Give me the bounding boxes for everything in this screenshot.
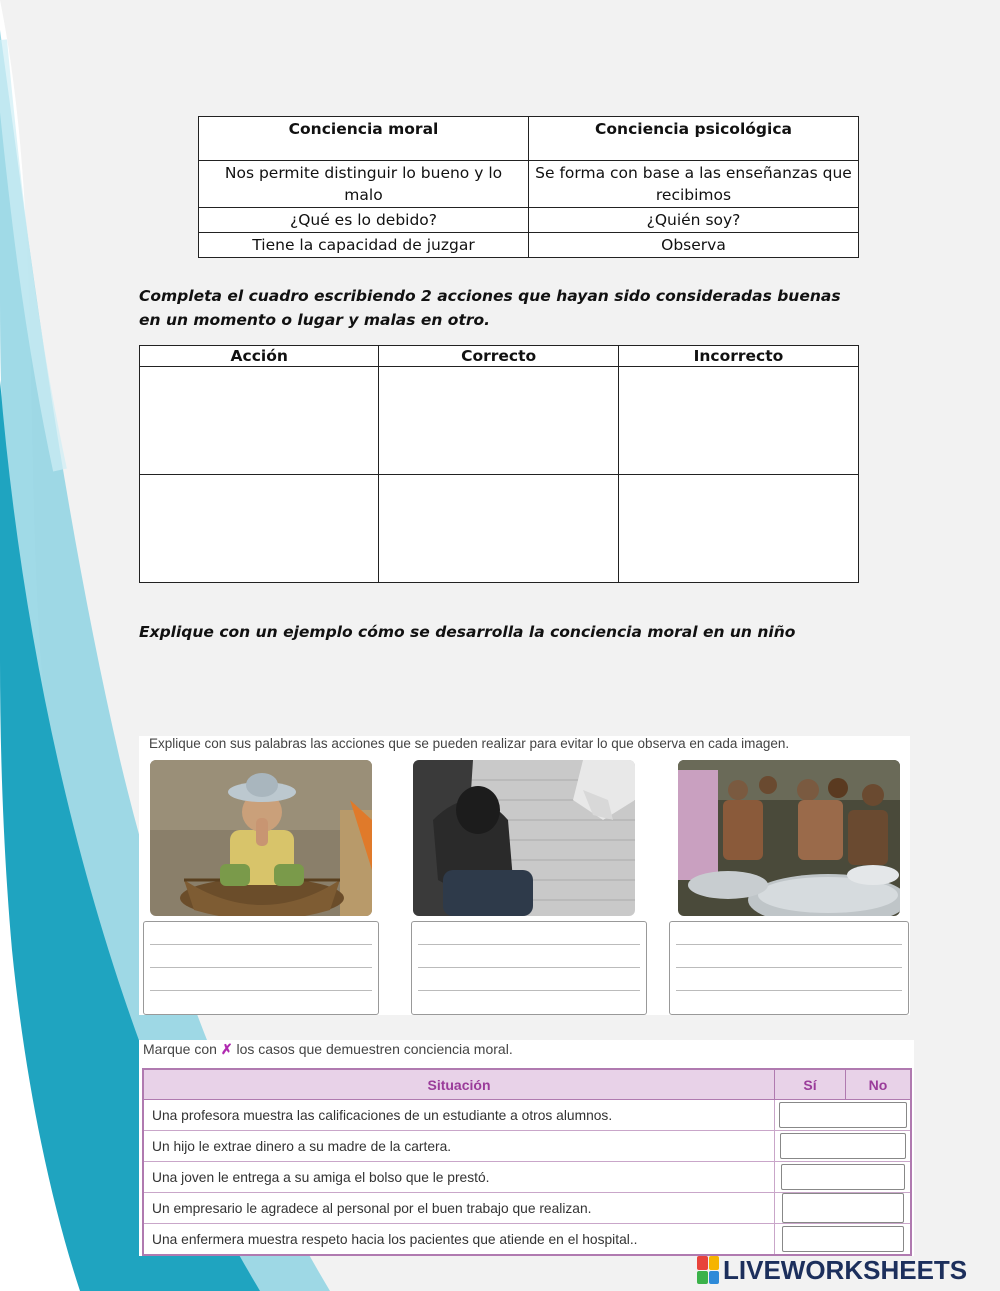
concepts-table xyxy=(198,116,859,258)
answer-box-3[interactable] xyxy=(669,921,909,1015)
instruction-complete-table: Completa el cuadro escribiendo 2 acciones que hayan sido consideradas buenas en un momento o lugar y malas en otro. xyxy=(139,287,841,329)
instruction-explain-example: Explique con un ejemplo cómo se desarrolla la conciencia moral en un niño xyxy=(139,623,796,641)
liveworksheets-logo xyxy=(697,1253,967,1287)
situation-4: Un empresario le agradece al personal por el buen trabajo que realizan. xyxy=(143,1193,775,1224)
x-mark-icon: ✗ xyxy=(220,1041,233,1057)
cell-psico-2: ¿Quién soy? xyxy=(529,208,859,233)
answer-cell-incorrecto-1[interactable] xyxy=(618,367,858,475)
situations-caption: Marque con ✗ los casos que demuestren conciencia moral. xyxy=(143,1041,513,1057)
checkbox-situation-1[interactable] xyxy=(779,1102,907,1128)
answer-box-1[interactable] xyxy=(143,921,379,1015)
situations-table xyxy=(142,1068,912,1256)
answer-cell-incorrecto-2[interactable] xyxy=(618,475,858,583)
checkbox-situation-2[interactable] xyxy=(780,1133,906,1159)
photo-child-begging xyxy=(150,760,372,916)
images-caption: Explique con sus palabras las acciones que se pueden realizar para evitar lo que observa en cada imagen. xyxy=(149,736,790,751)
answer-cell-correcto-1[interactable] xyxy=(379,367,618,475)
cell-moral-1: Nos permite distinguir lo bueno y lo malo xyxy=(199,161,529,208)
header-situacion: Situación xyxy=(143,1069,775,1100)
situation-3: Una joven le entrega a su amiga el bolso que le prestó. xyxy=(143,1162,775,1193)
header-correcto: Correcto xyxy=(379,346,618,367)
answer-cell-accion-2[interactable] xyxy=(140,475,379,583)
cell-moral-2: ¿Qué es lo debido? xyxy=(199,208,529,233)
cell-psico-1: Se forma con base a las enseñanzas que recibimos xyxy=(529,161,859,208)
checkbox-situation-3[interactable] xyxy=(781,1164,905,1190)
cell-moral-3: Tiene la capacidad de juzgar xyxy=(199,233,529,258)
situations-exercise-panel xyxy=(139,1040,914,1256)
checkbox-situation-5[interactable] xyxy=(782,1226,904,1252)
situation-5: Una enfermera muestra respeto hacia los pacientes que atiende en el hospital.. xyxy=(143,1224,775,1256)
checkbox-situation-4[interactable] xyxy=(782,1193,904,1223)
actions-table xyxy=(139,345,859,583)
cell-psico-3: Observa xyxy=(529,233,859,258)
situation-2: Un hijo le extrae dinero a su madre de la cartera. xyxy=(143,1131,775,1162)
header-conciencia-psicologica: Conciencia psicológica xyxy=(529,117,859,161)
header-accion: Acción xyxy=(140,346,379,367)
header-si: Sí xyxy=(775,1069,846,1100)
header-conciencia-moral: Conciencia moral xyxy=(199,117,529,161)
answer-box-2[interactable] xyxy=(411,921,647,1015)
photo-children-hunger xyxy=(678,760,900,916)
liveworksheets-logo-icon xyxy=(697,1256,719,1284)
header-incorrecto: Incorrecto xyxy=(618,346,858,367)
header-no: No xyxy=(846,1069,912,1100)
images-exercise-panel xyxy=(139,736,910,1015)
answer-cell-correcto-2[interactable] xyxy=(379,475,618,583)
answer-cell-accion-1[interactable] xyxy=(140,367,379,475)
liveworksheets-logo-text: LIVEWORKSHEETS xyxy=(723,1254,968,1285)
situation-1: Una profesora muestra las calificaciones de un estudiante a otros alumnos. xyxy=(143,1100,775,1131)
photo-abuse-victim xyxy=(413,760,635,916)
